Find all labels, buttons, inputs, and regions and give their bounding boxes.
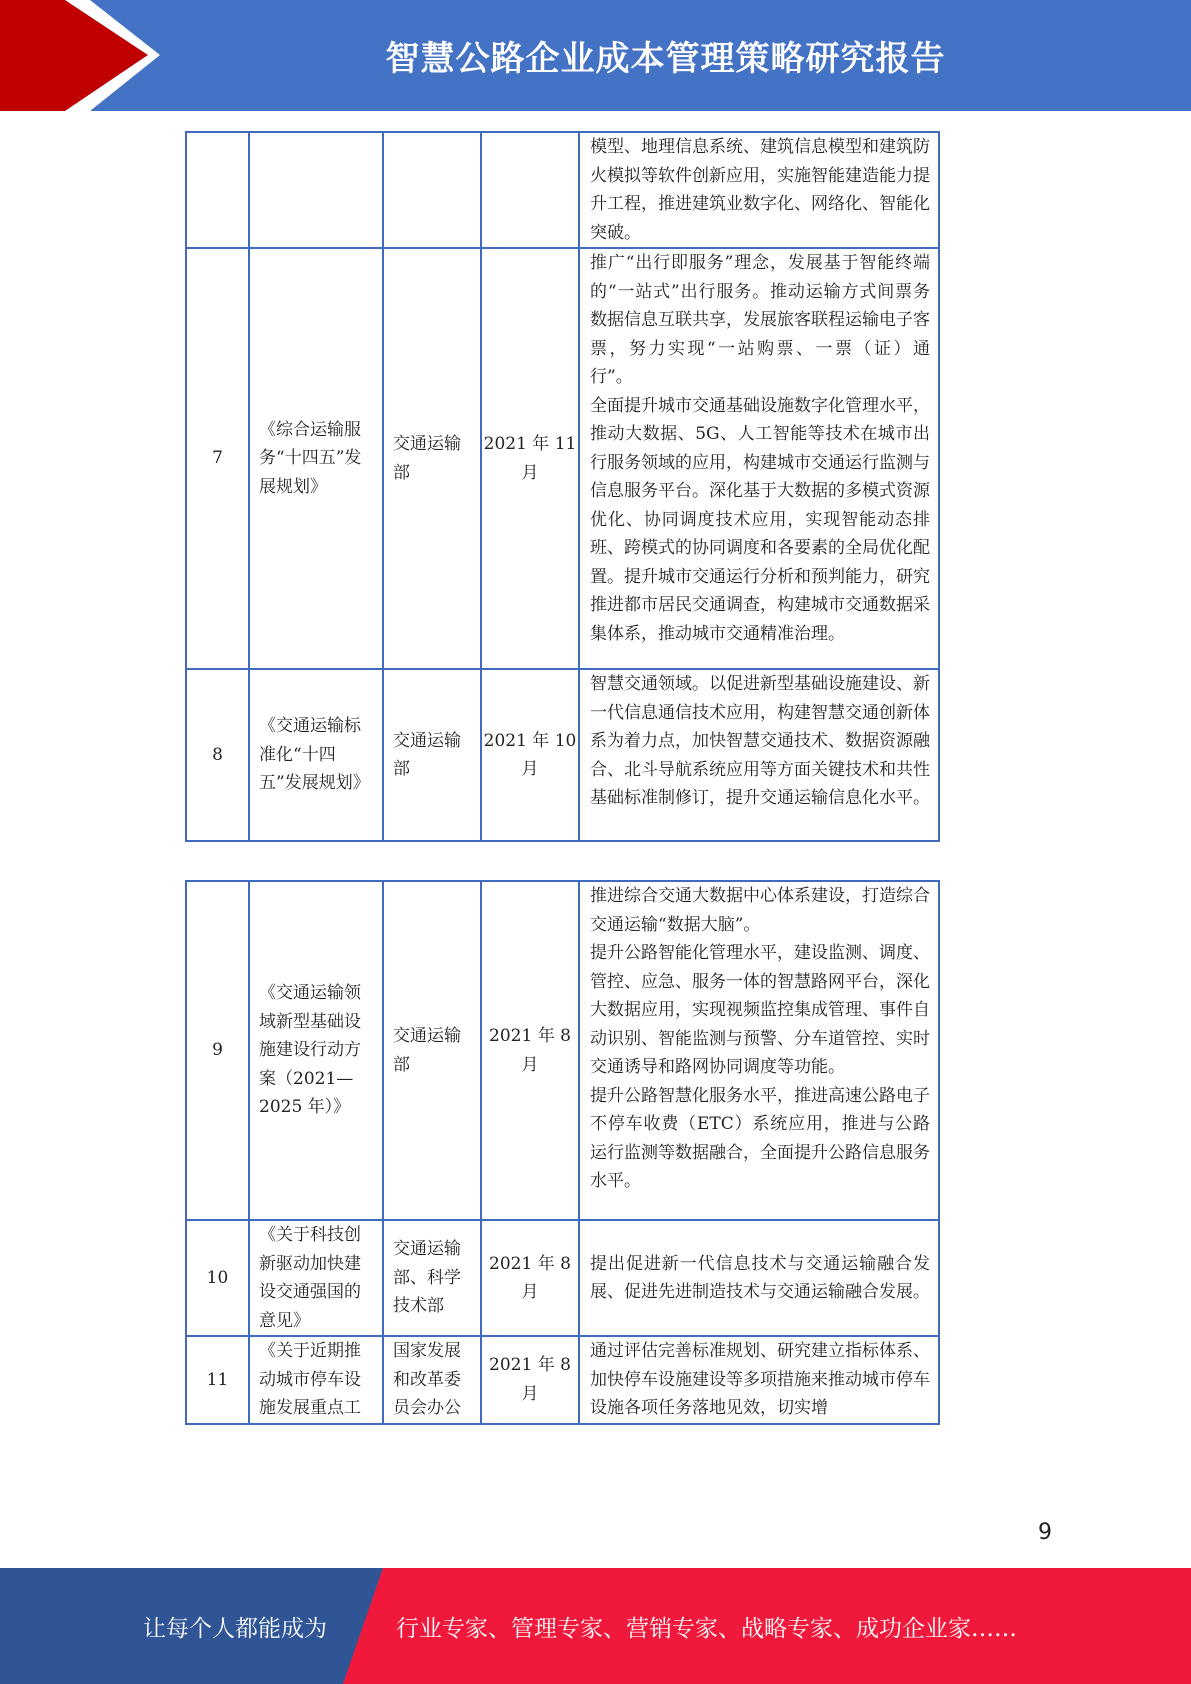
row-number-cell: 7 [186,248,249,669]
department-cell: 交通运输部 [383,248,481,669]
date-cell [481,132,579,248]
page-header [0,0,1191,111]
content-paragraph: 推进综合交通大数据中心体系建设，打造综合交通运输“数据大脑”。 [590,886,930,935]
table-row [186,248,939,669]
date-cell: 2021 年 8 月 [481,881,579,1220]
policy-table-part-2 [185,880,940,1425]
table-row [186,1336,939,1424]
table-row [186,881,939,1220]
table-row [186,669,939,841]
row-number-cell [186,132,249,248]
date-cell: 2021 年 11 月 [481,248,579,669]
policy-name-cell: 《关于科技创新驱动加快建设交通强国的意见》 [249,1220,383,1336]
content-cell [579,132,939,248]
content-cell [579,248,939,669]
date-cell: 2021 年 8 月 [481,1220,579,1336]
policy-name-cell: 《关于近期推动城市停车设施发展重点工 [249,1336,383,1424]
policy-name-cell: 《综合运输服务“十四五”发展规划》 [249,248,383,669]
content-paragraph: 通过评估完善标准规划、研究建立指标体系、加快停车设施建设等多项措施来推动城市停车设施各项任务落地见效，切实增 [590,1341,930,1418]
header-chevron-icon [0,0,160,111]
department-cell: 交通运输部 [383,881,481,1220]
table-row [186,132,939,248]
content-cell [579,1220,939,1336]
content-paragraph: 提升公路智慧化服务水平，推进高速公路电子不停车收费（ETC）系统应用，推进与公路运行监测等数据融合，全面提升公路信息服务水平。 [590,1085,930,1191]
content-cell [579,881,939,1220]
content-paragraph: 提出促进新一代信息技术与交通运输融合发展、促进先进制造技术与交通运输融合发展。 [590,1253,930,1302]
policy-name-cell: 《交通运输标准化“十四五”发展规划》 [249,669,383,841]
footer-slogan-right: 行业专家、管理专家、营销专家、战略专家、成功企业家…… [396,1615,1017,1642]
policy-name-cell [249,132,383,248]
department-cell: 交通运输部、科学技术部 [383,1220,481,1336]
department-cell: 交通运输部 [383,669,481,841]
department-cell: 国家发展和改革委员会办公 [383,1336,481,1424]
content-paragraph: 模型、地理信息系统、建筑信息模型和建筑防火模拟等软件创新应用，实施智能建造能力提升工程，推进建筑业数字化、网络化、智能化突破。 [590,137,930,243]
table-row [186,1220,939,1336]
row-number-cell: 8 [186,669,249,841]
row-number-cell: 10 [186,1220,249,1336]
page-footer [0,1568,1191,1684]
date-cell: 2021 年 8 月 [481,1336,579,1424]
row-number-cell: 9 [186,881,249,1220]
content-paragraph: 全面提升城市交通基础设施数字化管理水平，推动大数据、5G、人工智能等技术在城市出行服务领域的应用，构建城市交通运行监测与信息服务平台。深化基于大数据的多模式资源优化、协同调度技术应用，实现智能动态排班、跨模式的协同调度和各要素的全局优化配置。提升城市交通运行分析和预判能力，研究推进都市居民交通调查，构建城市交通数据采集体系，推动城市交通精准治理。 [590,395,930,644]
date-cell: 2021 年 10 月 [481,669,579,841]
content-paragraph: 推广“出行即服务”理念，发展基于智能终端的“一站式”出行服务。推动运输方式间票务数据信息互联共享，发展旅客联程运输电子客票，努力实现“一站购票、一票（证）通行”。 [590,253,930,387]
row-number-cell: 11 [186,1336,249,1424]
policy-table-part-1 [185,131,940,842]
department-cell [383,132,481,248]
footer-slogan-left: 让每个人都能成为 [143,1615,327,1642]
document-title: 智慧公路企业成本管理策略研究报告 [385,39,946,79]
content-cell [579,1336,939,1424]
content-cell [579,669,939,841]
page-number: 9 [1038,1520,1052,1545]
policy-name-cell: 《交通运输领域新型基础设施建设行动方案（2021—2025 年）》 [249,881,383,1220]
content-paragraph: 提升公路智能化管理水平，建设监测、调度、管控、应急、服务一体的智慧路网平台，深化大数据应用，实现视频监控集成管理、事件自动识别、智能监测与预警、分车道管控、实时交通诱导和路网协同调度等功能。 [590,943,930,1077]
content-paragraph: 智慧交通领域。以促进新型基础设施建设、新一代信息通信技术应用，构建智慧交通创新体系为着力点，加快智慧交通技术、数据资源融合、北斗导航系统应用等方面关键技术和共性基础标准制修订，提升交通运输信息化水平。 [590,674,930,808]
